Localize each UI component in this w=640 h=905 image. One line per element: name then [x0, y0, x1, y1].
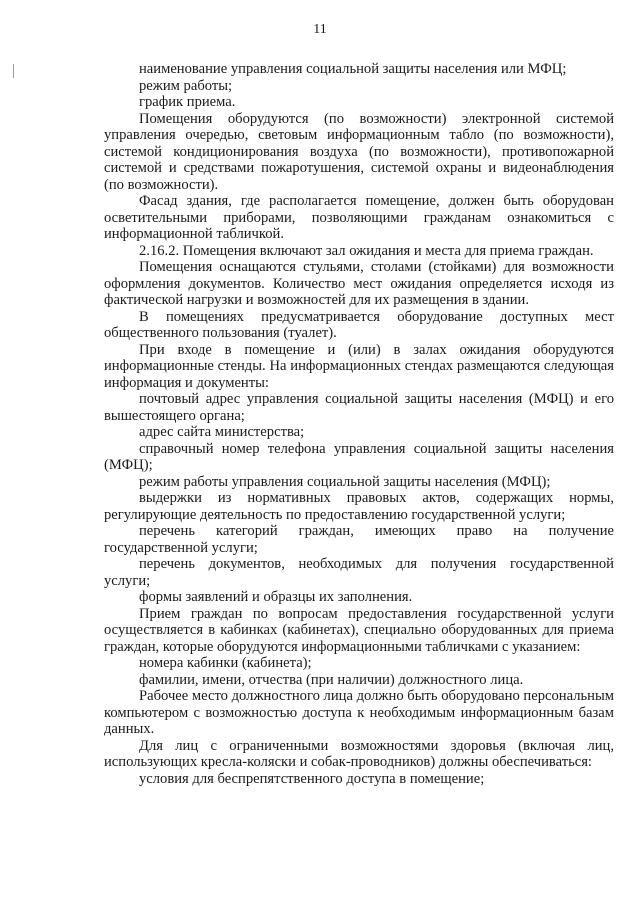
list-item-citizen-categories: перечень категорий граждан, имеющих право на получение государственной услуги;	[104, 523, 614, 556]
list-item-website: адрес сайта министерства;	[139, 424, 305, 440]
list-item-required-documents: перечень документов, необходимых для получения государственной услуги;	[104, 556, 614, 589]
list-item-work-schedule: режим работы;	[139, 77, 233, 94]
list-item-access-conditions: условия для беспрепятственного доступа в помещение;	[139, 770, 485, 787]
paragraph-workplace: Рабочее место должностного лица должно быть оборудовано персональным компьютером с возможностью доступа к необходимым информационным базам данных.	[104, 688, 614, 737]
list-item-work-mode: режим работы управления социальной защиты населения (МФЦ);	[139, 473, 551, 490]
section-2-16-2: 2.16.2. Помещения включают зал ожидания и места для приема граждан.	[139, 242, 594, 259]
list-item-booth-number: номера кабинки (кабинета);	[139, 655, 312, 671]
margin-mark	[12, 64, 15, 78]
paragraph-info-stands: При входе в помещение и (или) в залах ожидания оборудуются информационные стенды. На информационных стендах размещаются следующая информация и документы:	[104, 341, 614, 391]
document-body	[104, 61, 614, 787]
list-item-phone: справочный номер телефона управления социальной защиты населения (МФЦ);	[104, 440, 614, 473]
paragraph-furniture: Помещения оснащаются стульями, столами (стойками) для возможности оформления документов. Количество мест ожидания определяется исходя из фактической нагрузки и возможностей для их размещения в здании.	[104, 259, 614, 308]
list-item-postal-address: почтовый адрес управления социальной защиты населения (МФЦ) и его вышестоящего органа;	[104, 391, 614, 424]
list-item-legal-extracts: выдержки из нормативных правовых актов, содержащих нормы, регулирующие деятельность по предоставлению государственной услуги;	[104, 490, 614, 523]
list-item-reception-schedule: график приема.	[139, 94, 236, 110]
paragraph-facade: Фасад здания, где располагается помещение, должен быть оборудован осветительными приборами, позволяющими гражданам ознакомиться с информационной табличкой.	[104, 193, 614, 242]
paragraph-equipment: Помещения оборудуются (по возможности) электронной системой управления очередью, световым информационным табло (по возможности), системой кондиционирования воздуха (по возможности), противопожарной системой и средствами пожаротушения, системой охраны и видеонаблюдения (по возможности).	[104, 110, 614, 193]
page-number: 11	[313, 22, 327, 37]
list-item-forms: формы заявлений и образцы их заполнения.	[139, 589, 413, 605]
paragraph-reception-booths: Прием граждан по вопросам предоставления государственной услуги осуществляется в кабинках (кабинетах), специально оборудованных для приема граждан, которые оборудуются информационными табличками с указанием:	[104, 605, 614, 655]
list-item-management-name: наименование управления социальной защиты населения или МФЦ;	[139, 61, 567, 77]
paragraph-disabilities: Для лиц с ограниченными возможностями здоровья (включая лиц, использующих кресла-коляски и собак-проводников) должны обеспечиваться:	[104, 737, 614, 770]
list-item-official-name: фамилии, имени, отчества (при наличии) должностного лица.	[139, 671, 524, 688]
paragraph-public-facilities: В помещениях предусматривается оборудование доступных мест общественного пользования (туалет).	[104, 308, 614, 341]
